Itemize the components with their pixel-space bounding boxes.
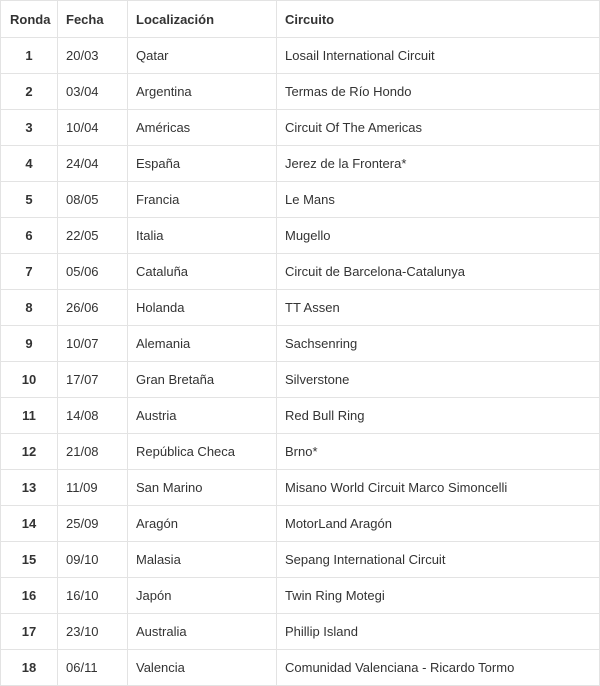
cell-localizacion: Malasia [128,542,277,578]
cell-fecha: 25/09 [58,506,128,542]
cell-localizacion: Argentina [128,74,277,110]
table-row [1,290,600,326]
cell-fecha: 21/08 [58,434,128,470]
cell-fecha: 03/04 [58,74,128,110]
cell-ronda: 1 [1,38,58,74]
cell-ronda: 12 [1,434,58,470]
cell-circuito: Jerez de la Frontera* [277,146,600,182]
table-row [1,38,600,74]
table-row [1,434,600,470]
table-row [1,614,600,650]
cell-localizacion: Américas [128,110,277,146]
table-row [1,650,600,686]
cell-circuito: Sepang International Circuit [277,542,600,578]
cell-ronda: 9 [1,326,58,362]
table-header-row [1,1,600,38]
cell-localizacion: Japón [128,578,277,614]
cell-ronda: 14 [1,506,58,542]
cell-localizacion: Cataluña [128,254,277,290]
table-row [1,182,600,218]
cell-localizacion: Alemania [128,326,277,362]
cell-fecha: 24/04 [58,146,128,182]
cell-localizacion: Valencia [128,650,277,686]
cell-ronda: 10 [1,362,58,398]
cell-ronda: 16 [1,578,58,614]
cell-localizacion: Holanda [128,290,277,326]
cell-localizacion: Italia [128,218,277,254]
cell-ronda: 4 [1,146,58,182]
cell-circuito: Mugello [277,218,600,254]
cell-localizacion: Gran Bretaña [128,362,277,398]
cell-circuito: Red Bull Ring [277,398,600,434]
cell-circuito: Le Mans [277,182,600,218]
cell-circuito: TT Assen [277,290,600,326]
cell-ronda: 15 [1,542,58,578]
cell-fecha: 23/10 [58,614,128,650]
table-body [1,38,600,686]
cell-fecha: 06/11 [58,650,128,686]
cell-circuito: Termas de Río Hondo [277,74,600,110]
cell-ronda: 11 [1,398,58,434]
header-localizacion: Localización [128,1,277,38]
cell-ronda: 17 [1,614,58,650]
cell-fecha: 10/04 [58,110,128,146]
table-row [1,74,600,110]
cell-circuito: Comunidad Valenciana - Ricardo Tormo [277,650,600,686]
table-row [1,254,600,290]
cell-ronda: 18 [1,650,58,686]
cell-localizacion: España [128,146,277,182]
table-row [1,146,600,182]
cell-fecha: 14/08 [58,398,128,434]
table-row [1,542,600,578]
cell-ronda: 7 [1,254,58,290]
cell-ronda: 13 [1,470,58,506]
cell-fecha: 09/10 [58,542,128,578]
table-row [1,218,600,254]
cell-fecha: 08/05 [58,182,128,218]
cell-ronda: 3 [1,110,58,146]
cell-circuito: Misano World Circuit Marco Simoncelli [277,470,600,506]
cell-fecha: 11/09 [58,470,128,506]
cell-ronda: 8 [1,290,58,326]
cell-circuito: MotorLand Aragón [277,506,600,542]
cell-circuito: Sachsenring [277,326,600,362]
cell-localizacion: República Checa [128,434,277,470]
cell-ronda: 6 [1,218,58,254]
cell-localizacion: Qatar [128,38,277,74]
table-row [1,362,600,398]
cell-circuito: Circuit de Barcelona-Catalunya [277,254,600,290]
cell-fecha: 20/03 [58,38,128,74]
table-row [1,326,600,362]
cell-localizacion: Aragón [128,506,277,542]
cell-ronda: 2 [1,74,58,110]
cell-localizacion: Australia [128,614,277,650]
cell-circuito: Brno* [277,434,600,470]
cell-circuito: Losail International Circuit [277,38,600,74]
header-fecha: Fecha [58,1,128,38]
header-ronda: Ronda [1,1,58,38]
cell-circuito: Phillip Island [277,614,600,650]
table-row [1,398,600,434]
cell-fecha: 16/10 [58,578,128,614]
cell-fecha: 17/07 [58,362,128,398]
cell-ronda: 5 [1,182,58,218]
cell-fecha: 05/06 [58,254,128,290]
cell-fecha: 22/05 [58,218,128,254]
header-circuito: Circuito [277,1,600,38]
cell-circuito: Twin Ring Motegi [277,578,600,614]
cell-localizacion: San Marino [128,470,277,506]
table-row [1,110,600,146]
cell-fecha: 26/06 [58,290,128,326]
cell-circuito: Circuit Of The Americas [277,110,600,146]
table-row [1,578,600,614]
table-row [1,470,600,506]
cell-localizacion: Francia [128,182,277,218]
cell-circuito: Silverstone [277,362,600,398]
cell-localizacion: Austria [128,398,277,434]
table-row [1,506,600,542]
cell-fecha: 10/07 [58,326,128,362]
